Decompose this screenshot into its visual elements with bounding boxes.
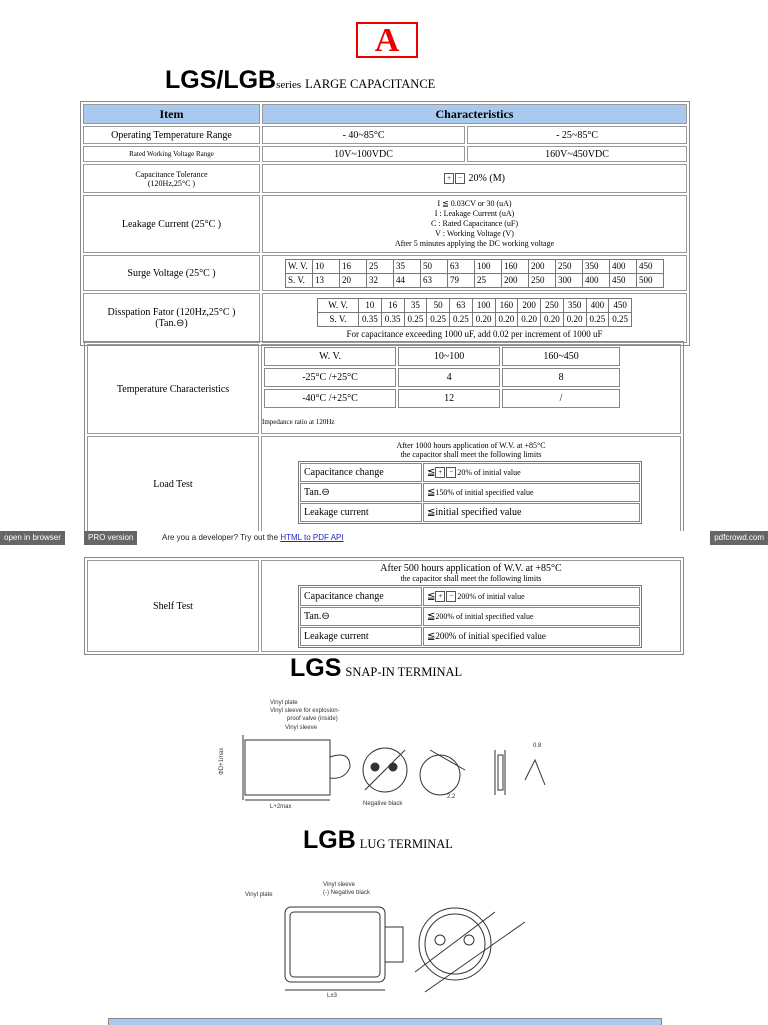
temp-char-label: Temperature Characteristics	[87, 344, 259, 434]
surge-sv-cell: 200	[502, 273, 529, 287]
cap-tol-label-2: (120Hz,25°C )	[147, 178, 196, 188]
diss-wv-cell: 160	[495, 298, 518, 312]
diss-tan-cell: 0.25	[450, 312, 473, 326]
lgb-heading: LGB LUG TERMINAL	[303, 826, 453, 854]
load-line-2: the capacitor shall meet the following limits	[400, 450, 542, 459]
diss-wv-cell: 450	[609, 298, 632, 312]
surge-sv-cell: 44	[394, 273, 421, 287]
svg-text:Negative black: Negative black	[363, 801, 403, 807]
surge-sv-cell: S. V.	[286, 273, 313, 287]
header-item: Item	[83, 104, 260, 124]
load-row-label: Tan.⊖	[300, 483, 422, 502]
surge-sv-cell: 450	[610, 273, 637, 287]
plus-minus-box-icon: −	[455, 173, 465, 184]
diss-tan-cell: 0.20	[541, 312, 564, 326]
le-icon: ≦	[427, 631, 436, 642]
svg-text:L±3: L±3	[327, 993, 337, 999]
tc-cell: 12	[398, 389, 500, 408]
load-row-label: Capacitance change	[300, 463, 422, 482]
leakage-line: C : Rated Capacitance (uF)	[430, 219, 519, 228]
diss-label-1: Disspation Fator (120Hz,25°C )	[107, 307, 236, 318]
diss-wv-cell: 35	[404, 298, 427, 312]
surge-sv-cell: 20	[340, 273, 367, 287]
surge-sv-cell: 300	[556, 273, 583, 287]
shelf-row-value: ≦200% of initial specified value	[423, 607, 640, 626]
brand-logo: A	[356, 22, 418, 58]
lgs-dimension-drawing	[215, 695, 555, 810]
op-temp-v1: - 40~85°C	[262, 126, 465, 144]
surge-sv-cell: 250	[529, 273, 556, 287]
svg-text:ΦD+1max: ΦD+1max	[219, 747, 225, 775]
surge-wv-cell: 16	[340, 259, 367, 273]
diss-wv-cell: 63	[450, 298, 473, 312]
diss-tan-cell: 0.35	[381, 312, 404, 326]
temp-char-table	[262, 345, 622, 410]
diss-tan-cell: 0.25	[609, 312, 632, 326]
diss-tan-cell: 0.20	[472, 312, 495, 326]
surge-sv-cell: 63	[421, 273, 448, 287]
header-characteristics: Characteristics	[262, 104, 687, 124]
svg-text:Vinyl sleeve for explosion-: Vinyl sleeve for explosion-	[270, 708, 340, 714]
theta-icon: ⊖	[175, 318, 185, 329]
surge-wv-cell: 350	[583, 259, 610, 273]
svg-text:Vinyl sleeve: Vinyl sleeve	[285, 725, 317, 731]
diss-tan-cell: 0.20	[563, 312, 586, 326]
diss-wv-cell: 250	[541, 298, 564, 312]
lgs-heading: LGS SNAP-IN TERMINAL	[290, 654, 463, 682]
page-title	[165, 66, 435, 95]
surge-wv-cell: 160	[502, 259, 529, 273]
pdfcrowd-link[interactable]: pdfcrowd.com	[710, 531, 768, 545]
tc-note: Impedance ratio at 120Hz	[262, 418, 335, 426]
tc-cell: 8	[502, 368, 620, 387]
surge-wv-cell: 35	[394, 259, 421, 273]
svg-text:proof valve (inside): proof valve (inside)	[287, 716, 338, 722]
diss-note: For capacitance exceeding 1000 uF, add 0.02 per increment of 1000 uF	[346, 328, 603, 339]
theta-icon: ⊖	[321, 611, 330, 622]
svg-text:Vinyl plate: Vinyl plate	[270, 700, 298, 706]
diss-wv-cell: 350	[563, 298, 586, 312]
load-row-value: ≦initial specified value	[423, 503, 640, 522]
surge-wv-cell: W. V.	[286, 259, 313, 273]
le-icon: ≦	[427, 611, 436, 622]
lgs-body	[245, 740, 330, 795]
svg-text:Vinyl plate: Vinyl plate	[245, 892, 273, 898]
surge-wv-cell: 100	[475, 259, 502, 273]
plus-minus-box-icon: +	[435, 591, 445, 602]
surge-sv-cell: 13	[313, 273, 340, 287]
surge-wv-cell: 50	[421, 259, 448, 273]
le-icon: ≦	[427, 590, 436, 602]
html-to-pdf-link[interactable]: HTML to PDF API	[280, 533, 344, 542]
diss-tan-cell: 0.25	[404, 312, 427, 326]
surge-sv-cell: 32	[367, 273, 394, 287]
op-temp-label: Operating Temperature Range	[83, 126, 260, 144]
diss-tan-cell: 0.25	[427, 312, 450, 326]
surge-wv-cell: 250	[556, 259, 583, 273]
tc-header: 160~450	[502, 347, 620, 366]
load-test-label: Load Test	[87, 436, 259, 532]
shelf-test-value	[261, 560, 681, 652]
diss-label-2: (Tan.⊖)	[155, 318, 188, 329]
spec-table	[80, 101, 690, 346]
shelf-line-1: After 500 hours application of W.V. at +85°C	[380, 563, 562, 574]
leakage-line: I : Leakage Current (uA)	[434, 209, 515, 218]
surge-wv-cell: 400	[610, 259, 637, 273]
load-test-value	[261, 436, 681, 532]
tc-header: 10~100	[398, 347, 500, 366]
leakage-line: I ≦ 0.03CV or 30 (uA)	[437, 199, 512, 208]
cap-tol-label	[83, 164, 260, 193]
surge-value	[262, 255, 687, 291]
plus-minus-box-icon: +	[435, 467, 445, 478]
le-icon: ≦	[427, 466, 436, 478]
tc-cell: /	[502, 389, 620, 408]
diss-label	[83, 293, 260, 343]
pro-version-button[interactable]: PRO version	[84, 531, 137, 545]
developer-text: Are you a developer? Try out the HTML to PDF API	[162, 533, 344, 542]
le-icon: ≦	[427, 487, 436, 498]
load-line-1: After 1000 hours application of W.V. at +85°C	[396, 441, 546, 450]
tc-cell: -25°C /+25°C	[264, 368, 396, 387]
shelf-row-label: Tan.⊖	[300, 607, 422, 626]
cap-tol-value: 20% (M)	[468, 172, 505, 184]
shelf-line-2: the capacitor shall meet the following limits	[400, 574, 542, 583]
surge-sv-cell: 79	[448, 273, 475, 287]
cap-tol-label-1: Capacitance Tolerance	[135, 169, 208, 179]
lgb-body	[285, 907, 385, 982]
diss-wv-cell: 200	[518, 298, 541, 312]
lgs-side-view	[420, 755, 460, 795]
diss-wv-cell: 100	[472, 298, 495, 312]
surge-wv-cell: 200	[529, 259, 556, 273]
op-temp-v2: - 25~85°C	[467, 126, 687, 144]
lgb-dimension-drawing	[235, 872, 535, 1007]
leakage-label: Leakage Current (25°C )	[83, 195, 260, 253]
surge-wv-cell: 25	[367, 259, 394, 273]
shelf-test-label: Shelf Test	[87, 560, 259, 652]
rated-voltage-v1: 10V~100VDC	[262, 146, 465, 162]
diss-wv-cell: 16	[381, 298, 404, 312]
surge-wv-cell: 10	[313, 259, 340, 273]
tc-header: W. V.	[264, 347, 396, 366]
surge-sv-cell: 500	[637, 273, 664, 287]
tc-cell: 4	[398, 368, 500, 387]
svg-text:L+2max: L+2max	[270, 804, 292, 810]
surge-wv-cell: 450	[637, 259, 664, 273]
shelf-row-value: ≦ + − 200% of initial value	[423, 587, 640, 606]
shelf-row-label: Leakage current	[300, 627, 422, 646]
surge-table	[285, 259, 664, 288]
diss-tan-cell: 0.20	[518, 312, 541, 326]
rated-voltage-v2: 160V~450VDC	[467, 146, 687, 162]
title-main: LGS/LGB	[165, 66, 277, 94]
svg-text:(-) Negative black: (-) Negative black	[323, 890, 371, 896]
title-sub: LARGE CAPACITANCE	[305, 77, 436, 91]
lgs-terminal	[330, 755, 350, 778]
shelf-test-table	[84, 557, 684, 655]
title-series: series	[276, 79, 302, 91]
diss-table	[317, 298, 632, 327]
lgb-top-view	[419, 908, 491, 980]
leakage-line: After 5 minutes applying the DC working voltage	[394, 239, 555, 248]
diss-wv-cell: 50	[427, 298, 450, 312]
svg-text:0.8: 0.8	[533, 743, 542, 749]
shelf-row-value: ≦200% of initial specified value	[423, 627, 640, 646]
svg-text:Vinyl sleeve: Vinyl sleeve	[323, 882, 355, 888]
surge-sv-cell: 25	[475, 273, 502, 287]
diss-tan-cell: 0.25	[586, 312, 609, 326]
le-icon: ≦	[427, 507, 436, 518]
diss-wv-cell: 10	[359, 298, 382, 312]
diss-tan-cell: 0.20	[495, 312, 518, 326]
shelf-limits-table	[298, 585, 642, 648]
leakage-value	[262, 195, 687, 253]
svg-text:2.2: 2.2	[447, 794, 456, 800]
load-row-value: ≦150% of initial specified value	[423, 483, 640, 502]
open-in-browser-button[interactable]: open in browser	[0, 531, 65, 545]
diss-wv-cell: W. V.	[318, 298, 359, 312]
plus-minus-box-icon: +	[444, 173, 454, 184]
diss-tan-cell: 0.35	[359, 312, 382, 326]
load-limits-table	[298, 461, 642, 524]
rated-voltage-label: Rated Working Voltage Range	[83, 146, 260, 162]
diss-value	[262, 293, 687, 343]
surge-wv-cell: 63	[448, 259, 475, 273]
leakage-line: V : Working Voltage (V)	[435, 229, 514, 238]
surge-sv-cell: 400	[583, 273, 610, 287]
temp-load-table	[84, 341, 684, 535]
tc-cell: -40°C /+25°C	[264, 389, 396, 408]
theta-icon: ⊖	[321, 487, 330, 498]
load-row-value: ≦ + − 20% of initial value	[423, 463, 640, 482]
load-row-label: Leakage current	[300, 503, 422, 522]
shelf-row-label: Capacitance change	[300, 587, 422, 606]
temp-char-value	[261, 344, 681, 434]
diss-wv-cell: 400	[586, 298, 609, 312]
diss-tan-cell: S. V.	[318, 312, 359, 326]
pdf-footer-bar	[0, 531, 768, 545]
plus-minus-box-icon: −	[446, 591, 456, 602]
surge-label: Surge Voltage (25°C )	[83, 255, 260, 291]
cap-tol-value-cell	[262, 164, 687, 193]
plus-minus-box-icon: −	[446, 467, 456, 478]
